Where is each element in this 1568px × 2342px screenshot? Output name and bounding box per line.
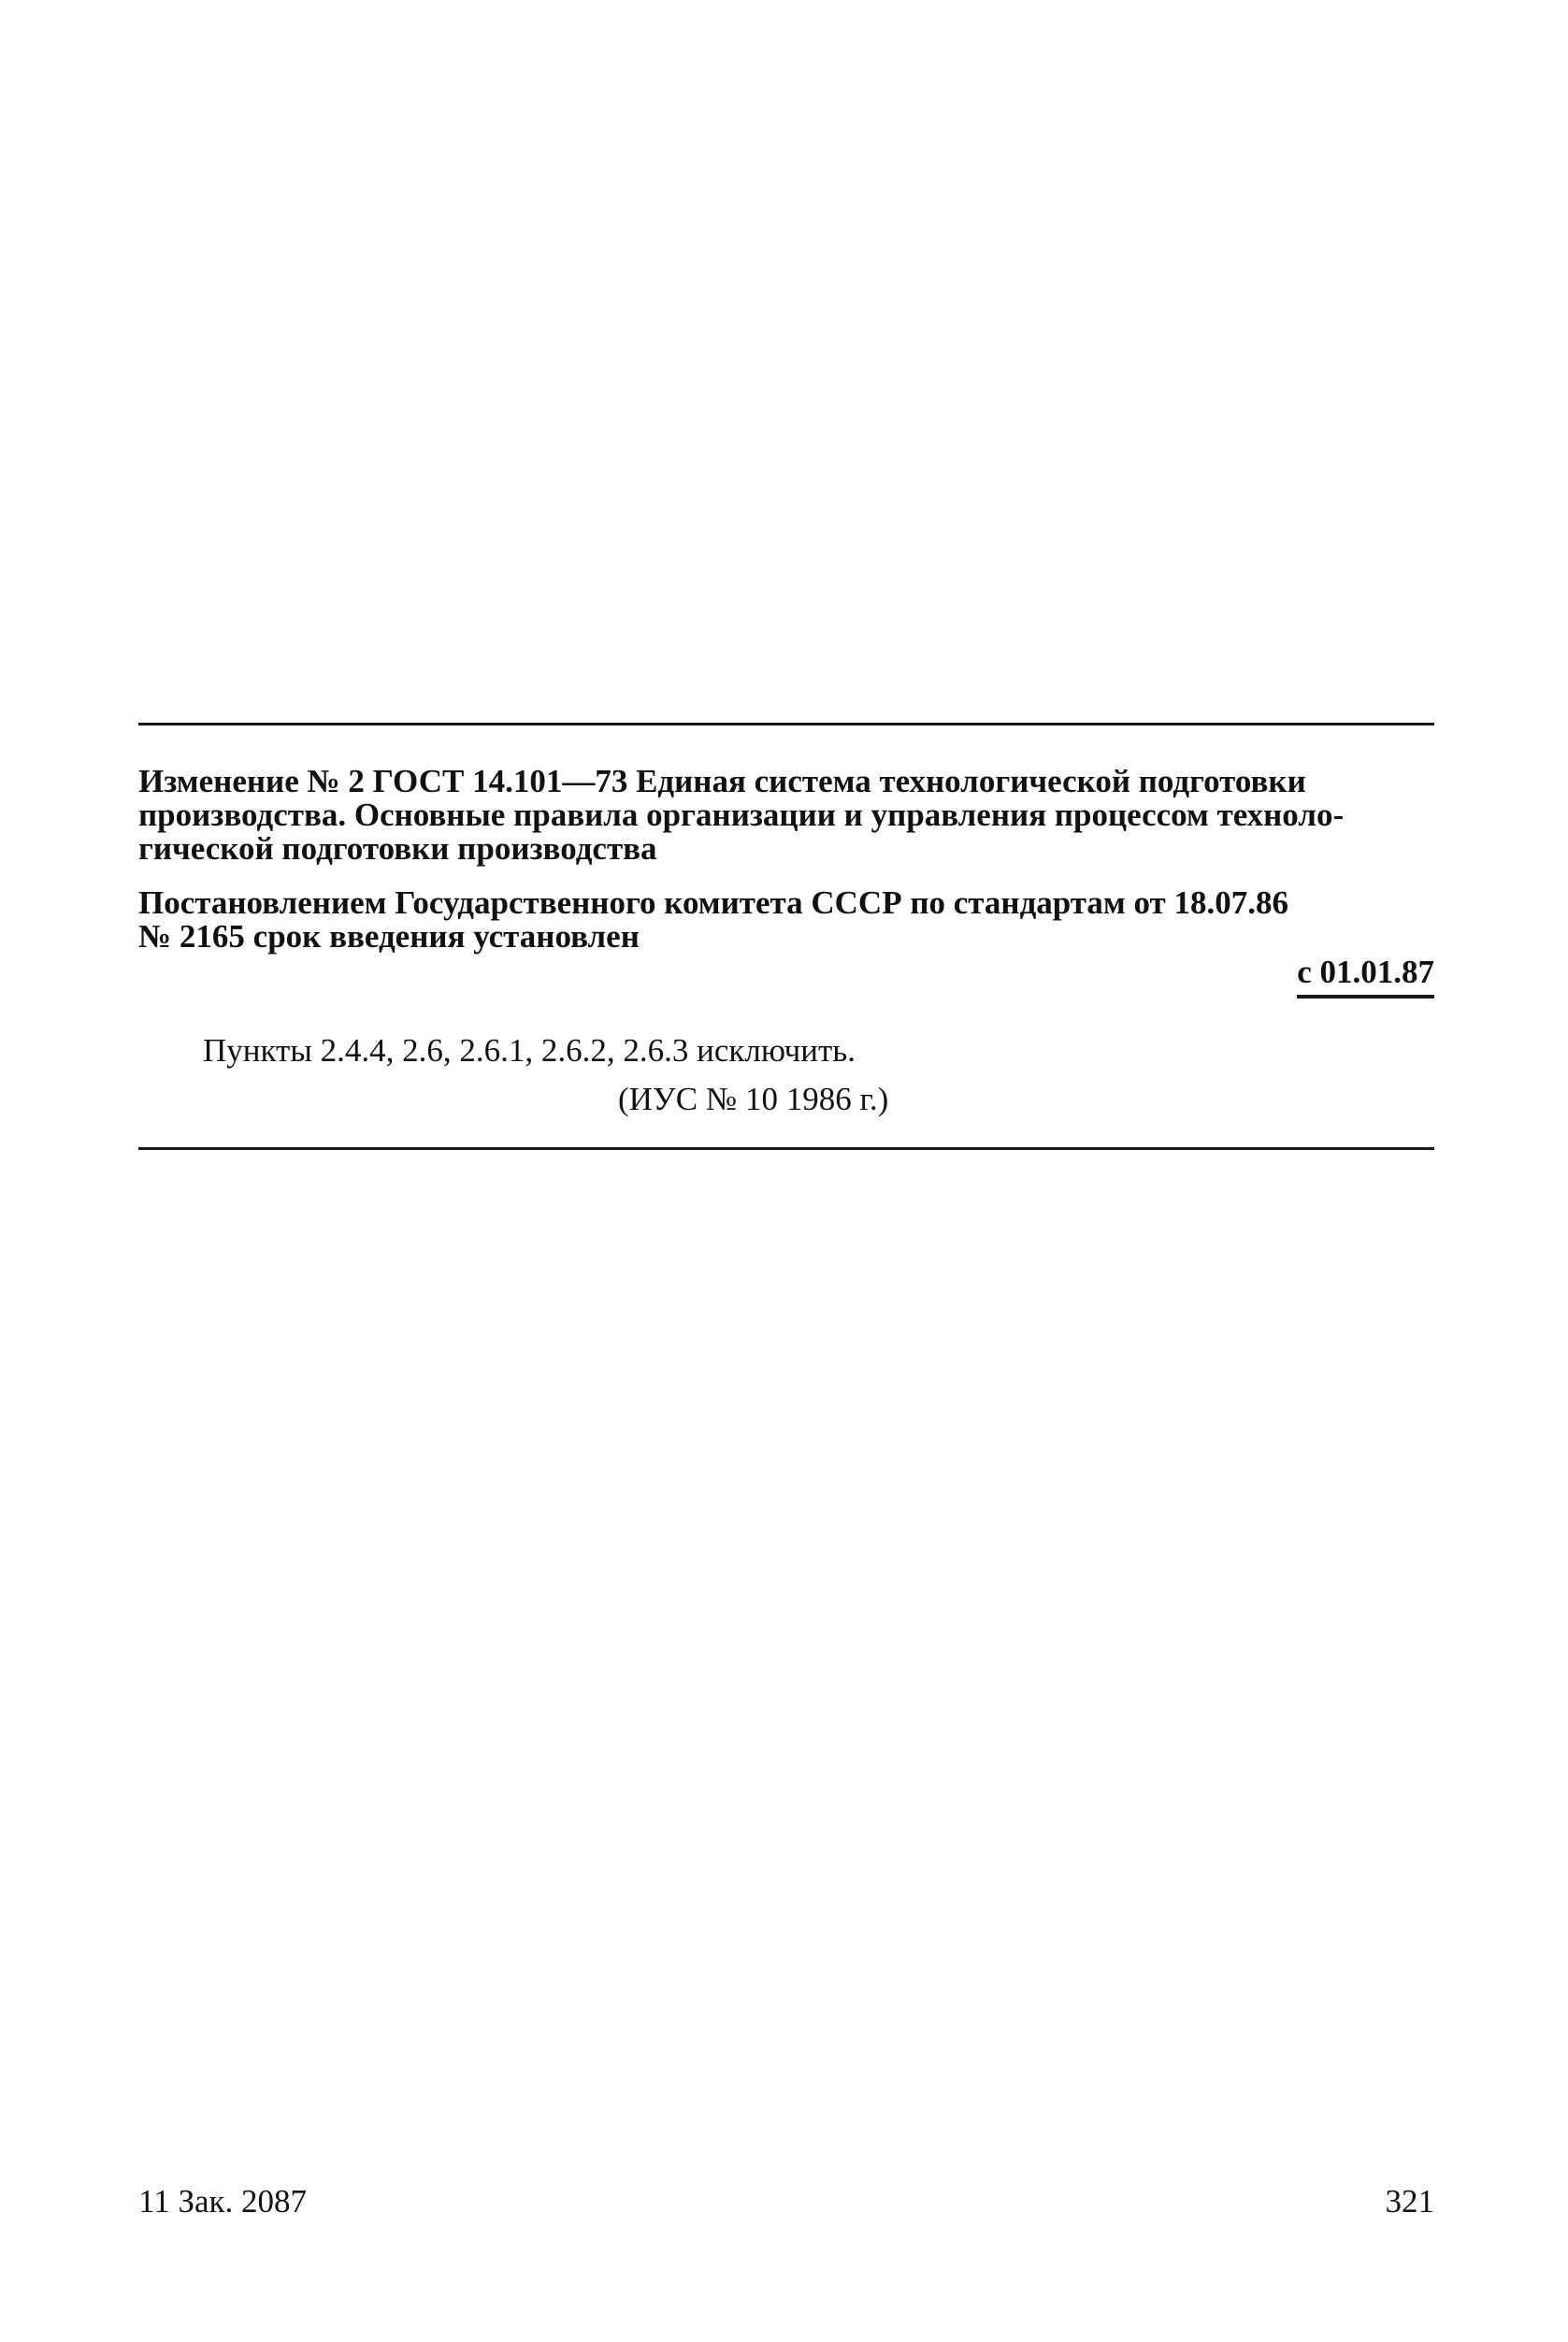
effective-date: с 01.01.87: [1297, 954, 1434, 999]
page-number: 321: [1385, 2183, 1434, 2220]
amendment-title: [138, 765, 1434, 866]
amendment-title-line: производства. Основные правила организации и управления процессом техноло-: [138, 797, 1345, 833]
top-divider: [138, 723, 1434, 726]
decree-line: Постановлением Государственного комитета СССР по стандартам от 18.07.86: [138, 884, 1288, 921]
ius-reference: (ИУС № 10 1986 г.): [618, 1081, 889, 1117]
amendment-title-line: гической подготовки производства: [138, 830, 657, 867]
decree-statement: [138, 886, 1434, 954]
print-order-number: 11 Зак. 2087: [138, 2183, 308, 2220]
amendment-body-text: Пункты 2.4.4, 2.6, 2.6.1, 2.6.2, 2.6.3 исключить.: [203, 1032, 856, 1069]
amendment-title-line: Изменение № 2 ГОСТ 14.101—73 Единая система технологической подготовки: [138, 763, 1306, 799]
decree-line: № 2165 срок введения установлен: [138, 918, 640, 955]
bottom-divider: [138, 1147, 1434, 1150]
